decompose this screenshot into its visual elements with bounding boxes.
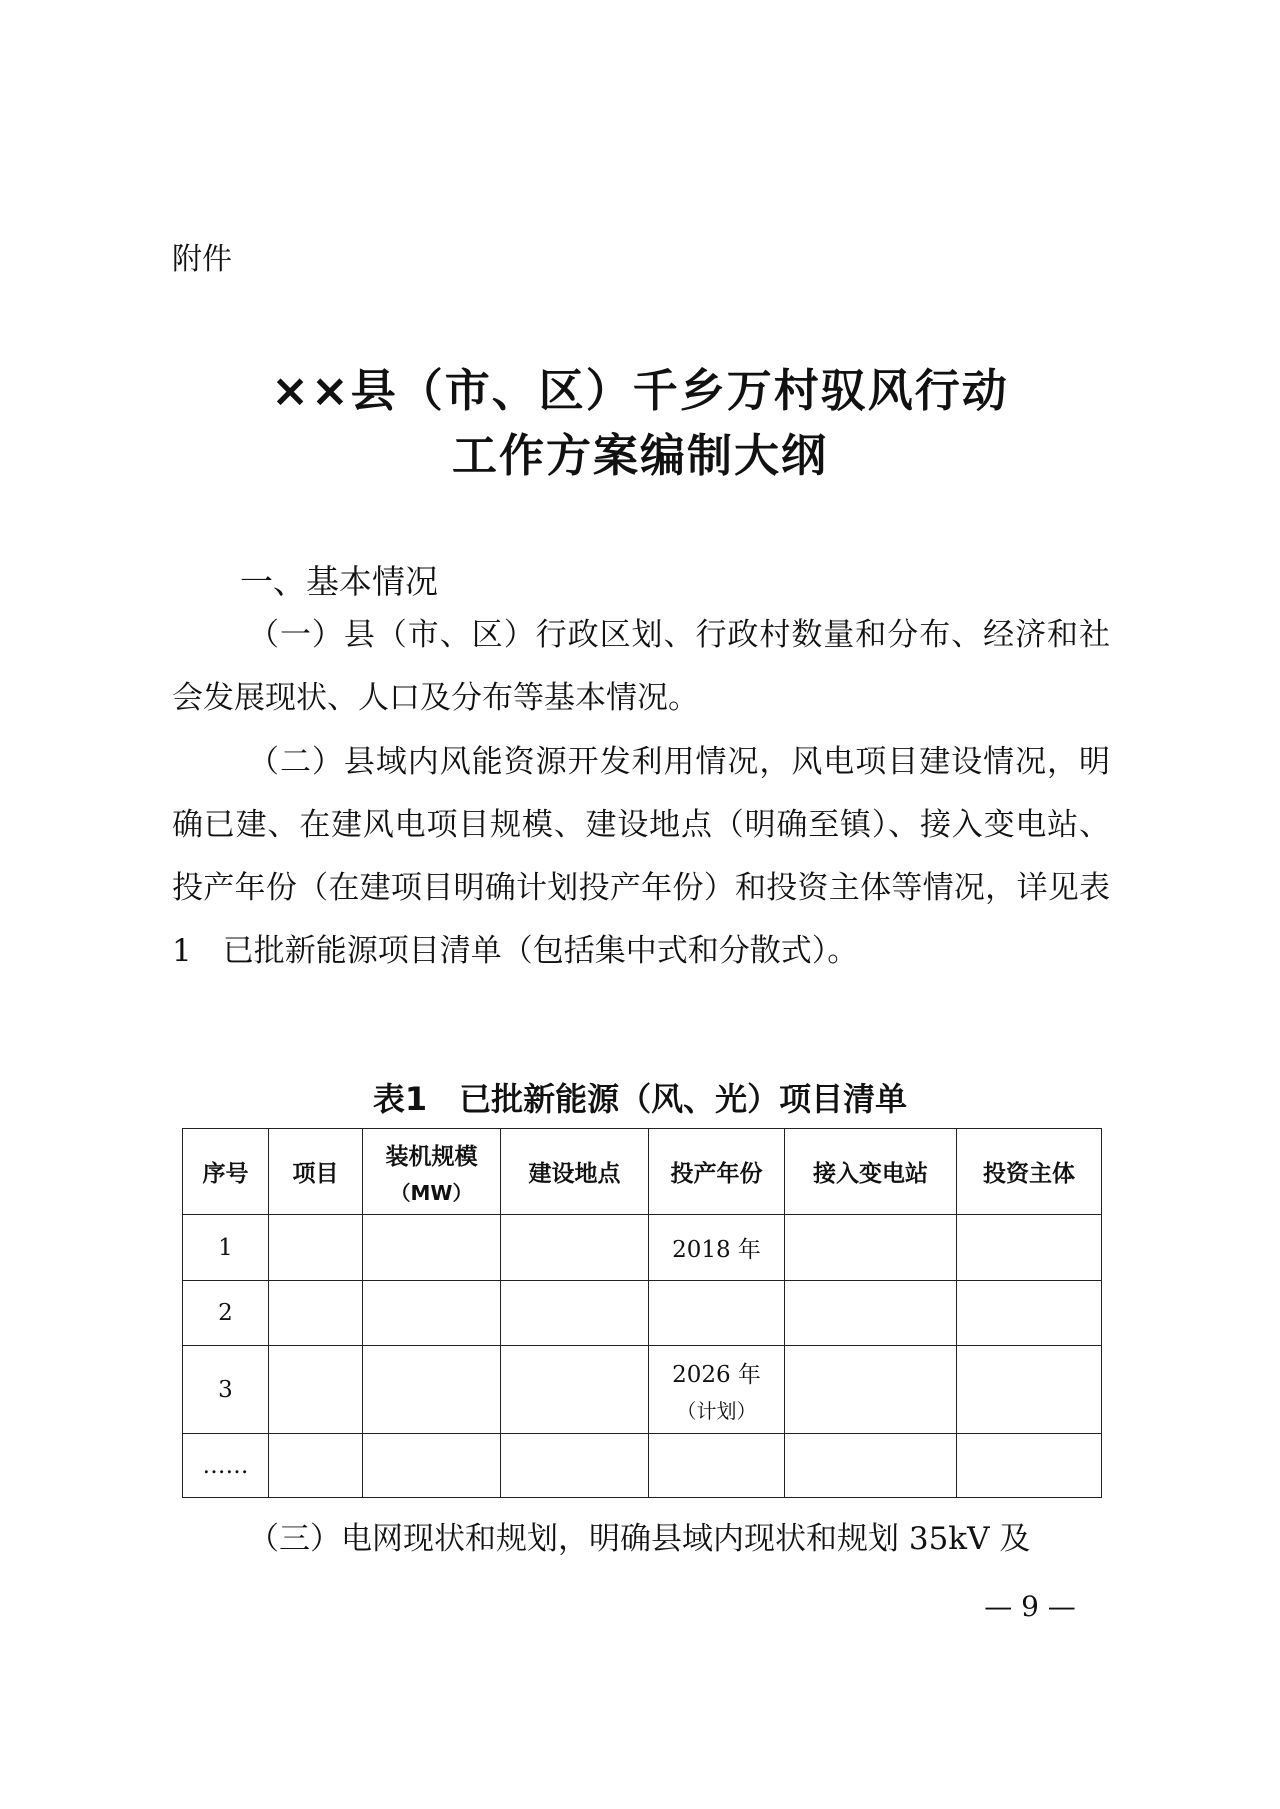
cell-location — [501, 1215, 649, 1281]
cell-year — [649, 1346, 785, 1434]
table-row — [183, 1434, 1102, 1498]
header-investor: 投资主体 — [957, 1129, 1102, 1215]
cell-year — [649, 1281, 785, 1346]
cell-substation — [785, 1215, 957, 1281]
header-capacity — [363, 1129, 501, 1215]
cell-capacity — [363, 1215, 501, 1281]
cell-index: 2 — [183, 1281, 269, 1346]
cell-investor — [957, 1281, 1102, 1346]
cell-index: 3 — [183, 1346, 269, 1434]
paragraph-3-text: （三）电网现状和规划，明确县域内现状和规划 35kV 及 — [248, 1521, 1031, 1557]
cell-project — [269, 1434, 363, 1498]
cell-substation — [785, 1281, 957, 1346]
table-row — [183, 1215, 1102, 1281]
table-row — [183, 1281, 1102, 1346]
page-number: — 9 — — [984, 1590, 1076, 1623]
attachment-label: 附件 — [172, 242, 232, 277]
header-year: 投产年份 — [649, 1129, 785, 1215]
paragraph-1 — [172, 604, 1110, 730]
header-location: 建设地点 — [501, 1129, 649, 1215]
document-title-line2: 工作方案编制大纲 — [451, 429, 828, 482]
cell-capacity — [363, 1281, 501, 1346]
cell-investor — [957, 1434, 1102, 1498]
table-caption: 表1 已批新能源（风、光）项目清单 — [372, 1080, 908, 1118]
paragraph-2 — [172, 731, 1110, 983]
cell-year-note: （计划） — [676, 1398, 757, 1423]
header-capacity-unit: （MW） — [390, 1180, 473, 1205]
cell-investor — [957, 1346, 1102, 1434]
cell-year — [649, 1434, 785, 1498]
header-index: 序号 — [183, 1129, 269, 1215]
table-header-row — [183, 1129, 1102, 1215]
header-capacity-label: 装机规模 — [385, 1143, 478, 1170]
cell-year: 2018 年 — [649, 1215, 785, 1281]
header-project: 项目 — [269, 1129, 363, 1215]
cell-capacity — [363, 1346, 501, 1434]
cell-investor — [957, 1215, 1102, 1281]
cell-location — [501, 1346, 649, 1434]
cell-index: 1 — [183, 1215, 269, 1281]
header-substation: 接入变电站 — [785, 1129, 957, 1215]
approved-projects-table — [182, 1128, 1102, 1498]
cell-project — [269, 1281, 363, 1346]
cell-project — [269, 1215, 363, 1281]
paragraph-2-text: （二）县域内风能资源开发利用情况，风电项目建设情况，明确已建、在建风电项目规模、建设地点（明确至镇）、接入变电站、投产年份（在建项目明确计划投产年份）和投资主体等情况，详见表1 已批新能源项目清单（包括集中式和分散式）。 — [172, 744, 1110, 969]
cell-substation — [785, 1434, 957, 1498]
cell-capacity — [363, 1434, 501, 1498]
paragraph-1-text: （一）县（市、区）行政区划、行政村数量和分布、经济和社会发展现状、人口及分布等基本情况。 — [172, 617, 1110, 716]
paragraph-3 — [172, 1508, 1110, 1571]
document-title-line1: ××县（市、区）千乡万村驭风行动 — [271, 364, 1009, 417]
table-row — [183, 1346, 1102, 1434]
cell-project — [269, 1346, 363, 1434]
cell-year-value: 2026 年 — [672, 1361, 761, 1388]
cell-location — [501, 1281, 649, 1346]
cell-location — [501, 1434, 649, 1498]
cell-substation — [785, 1346, 957, 1434]
section-heading-basic-info: 一、基本情况 — [240, 562, 438, 601]
cell-index: …… — [183, 1434, 269, 1498]
